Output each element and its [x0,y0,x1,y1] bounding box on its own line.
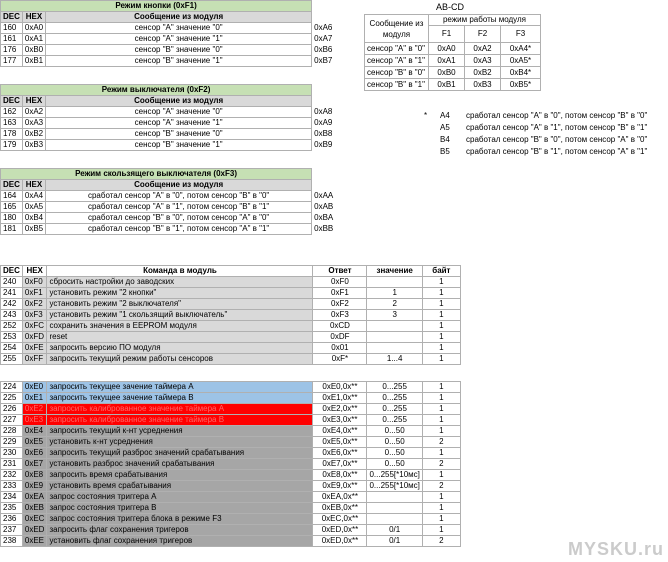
byte-cell: 1 [422,288,460,299]
byte-cell: 1 [422,448,460,459]
hex-cell: 0xFC [22,321,47,332]
code-cell: 0xBB [314,224,334,233]
hex-cell: 0xFE [22,343,47,354]
abcd-col-f1: F1 [429,26,465,43]
footnote-code: A5 [440,123,450,132]
button-mode-title: Режим кнопки (0xF1) [1,1,312,12]
response-cell: 0xF1 [313,288,367,299]
slide-mode-table [0,168,348,235]
command-cell: запросить время срабатывания [47,470,313,481]
command-cell: установить к-нт усреднения [47,437,313,448]
byte-cell: 1 [422,426,460,437]
command-row [1,382,461,393]
dec-cell: 235 [1,503,23,514]
message-cell: сенсор "A" значение "0" [46,23,312,34]
dec-cell: 162 [1,107,23,118]
dec-cell: 163 [1,118,23,129]
abcd-table [364,14,541,91]
hex-cell: 0xEB [22,503,47,514]
byte-cell: 1 [422,299,460,310]
command-row [1,343,461,354]
code-cell: 0xB9 [314,140,333,149]
dec-cell: 228 [1,426,23,437]
value-cell: 1...4 [367,354,422,365]
table-row [365,67,541,79]
value-cell [367,492,422,503]
command-cell: запросить версию ПО модуля [47,343,313,354]
command-cell: сохранить значения в EEPROM модуля [47,321,313,332]
abcd-col-msg: Сообщение из модуля [365,15,429,43]
slide-mode-title: Режим скользящего выключателя (0xF3) [1,169,312,180]
value-cell: 0...255[*10мс] [367,470,422,481]
response-cell: 0xF* [313,354,367,365]
abcd-message-cell: сенсор "B" в "0" [365,67,429,79]
response-cell: 0xE6,0x** [313,448,367,459]
hex-cell: 0xA1 [22,34,45,45]
response-cell: 0xEA,0x** [313,492,367,503]
command-row [1,310,461,321]
table-row [1,34,348,45]
value-cell [367,343,422,354]
dec-cell: 230 [1,448,23,459]
abcd-col-f3: F3 [501,26,541,43]
dec-cell: 255 [1,354,23,365]
command-row [1,481,461,492]
response-cell: 0x01 [313,343,367,354]
message-cell: сработал сенсор "B" в "1", потом сенсор "A" в "1" [46,224,312,235]
dec-cell: 234 [1,492,23,503]
footnote-row [440,122,647,134]
byte-cell: 1 [422,393,460,404]
abcd-col-modes: режим работы модуля [429,15,541,26]
hex-cell: 0xE2 [22,404,47,415]
commands-table [0,265,461,547]
footnote-row [440,110,647,122]
response-cell: 0xF0 [313,277,367,288]
hex-cell: 0xEE [22,536,47,547]
hex-cell: 0xB5 [22,224,45,235]
code-cell: 0xB6 [314,45,333,54]
abcd-f3-cell: 0xA5* [501,55,541,67]
switch-mode-title: Режим выключателя (0xF2) [1,85,312,96]
watermark: MYSKU.ru [567,539,664,559]
response-cell: 0xED,0x** [313,525,367,536]
hex-cell: 0xE1 [22,393,47,404]
table-row [1,213,348,224]
dec-cell: 240 [1,277,23,288]
abcd-f2-cell: 0xA3 [465,55,501,67]
byte-cell: 1 [422,382,460,393]
dec-cell: 161 [1,34,23,45]
response-cell: 0xE9,0x** [313,481,367,492]
dec-cell: 180 [1,213,23,224]
dec-cell: 227 [1,415,23,426]
dec-cell: 181 [1,224,23,235]
message-cell: сенсор "A" значение "0" [46,107,312,118]
footnote-row [440,146,647,158]
dec-cell: 177 [1,56,23,67]
footnote-text: сработал сенсор "A" в "0", потом сенсор "B" в "0" [466,111,648,120]
col-msg: Сообщение из модуля [46,180,312,191]
value-cell: 0...50 [367,437,422,448]
response-cell: 0xE3,0x** [313,415,367,426]
response-cell: 0xF2 [313,299,367,310]
command-row [1,288,461,299]
value-cell: 1 [367,288,422,299]
response-cell: 0xE7,0x** [313,459,367,470]
hex-cell: 0xEA [22,492,47,503]
command-cell: запрос состояния триггера B [47,503,313,514]
abcd-col-f2: F2 [465,26,501,43]
hex-cell: 0xE6 [22,448,47,459]
button-mode-table [0,0,348,67]
abcd-f3-cell: 0xA4* [501,43,541,55]
command-cell: сбросить настройки до заводских [47,277,313,288]
footnote-code: B5 [440,147,450,156]
dec-cell: 225 [1,393,23,404]
dec-cell: 253 [1,332,23,343]
dec-cell: 242 [1,299,23,310]
message-cell: сработал сенсор "A" в "0", потом сенсор "B" в "0" [46,191,312,202]
dec-cell: 226 [1,404,23,415]
response-cell: 0xE2,0x** [313,404,367,415]
code-cell: 0xA6 [314,23,333,32]
command-row [1,536,461,547]
value-cell: 0...50 [367,426,422,437]
byte-cell: 1 [422,470,460,481]
hex-cell: 0xE8 [22,470,47,481]
code-cell: 0xB7 [314,56,333,65]
command-cell: установить флаг сохранения тригеров [47,536,313,547]
message-cell: сенсор "B" значение "0" [46,129,312,140]
response-cell: 0xE5,0x** [313,437,367,448]
byte-cell: 1 [422,415,460,426]
dec-cell: 179 [1,140,23,151]
value-cell: 0/1 [367,525,422,536]
dec-cell: 224 [1,382,23,393]
dec-cell: 241 [1,288,23,299]
hex-cell: 0xB4 [22,213,45,224]
hex-cell: 0xE3 [22,415,47,426]
response-cell: 0xE1,0x** [313,393,367,404]
code-cell: 0xA7 [314,34,333,43]
command-row [1,459,461,470]
hex-cell: 0xF0 [22,277,47,288]
dec-cell: 165 [1,202,23,213]
dec-cell: 178 [1,129,23,140]
hex-cell: 0xA0 [22,23,45,34]
byte-cell: 1 [422,514,460,525]
table-row [1,202,348,213]
abcd-message-cell: сенсор "B" в "1" [365,79,429,91]
byte-cell: 1 [422,503,460,514]
value-cell [367,503,422,514]
command-cell: запросить флаг сохранения тригеров [47,525,313,536]
command-row [1,277,461,288]
value-cell: 0...255[*10мс] [367,481,422,492]
byte-cell: 1 [422,404,460,415]
abcd-f1-cell: 0xB1 [429,79,465,91]
command-cell: запрос состояния триггера блока в режиме F3 [47,514,313,525]
byte-cell: 1 [422,332,460,343]
command-cell: запросить текущий режим работы сенсоров [47,354,313,365]
byte-cell: 2 [422,459,460,470]
hex-cell: 0xA4 [22,191,45,202]
dec-cell: 232 [1,470,23,481]
response-cell: 0xE8,0x** [313,470,367,481]
command-cell: reset [47,332,313,343]
value-cell: 0...255 [367,393,422,404]
dec-cell: 252 [1,321,23,332]
switch-mode-table [0,84,348,151]
code-cell: 0xBA [314,213,334,222]
table-row [365,79,541,91]
byte-cell: 1 [422,277,460,288]
command-row [1,415,461,426]
hex-cell: 0xFF [22,354,47,365]
command-cell: запросить текущий к-нт усреднения [47,426,313,437]
command-cell: запрос состояния триггера A [47,492,313,503]
command-cell: запросить текущее зачение таймера A [47,382,313,393]
cmd-col-cmd: Команда в модуль [47,266,313,277]
table-row [1,224,348,235]
code-cell: 0xA9 [314,118,333,127]
command-cell: установить режим "2 выключателя" [47,299,313,310]
abcd-f3-cell: 0xB5* [501,79,541,91]
col-hex: HEX [22,96,45,107]
response-cell: 0xE4,0x** [313,426,367,437]
table-row [1,140,348,151]
command-cell: установить время срабатывания [47,481,313,492]
command-cell: установить режим "2 кнопки" [47,288,313,299]
abcd-message-cell: сенсор "A" в "1" [365,55,429,67]
hex-cell: 0xED [22,525,47,536]
footnote-text: сработал сенсор "A" в "1", потом сенсор "B" в "1" [466,123,648,132]
dec-cell: 233 [1,481,23,492]
command-row [1,514,461,525]
col-hex: HEX [22,180,45,191]
col-msg: Сообщение из модуля [46,96,312,107]
table-row [1,118,348,129]
value-cell [367,332,422,343]
hex-cell: 0xF1 [22,288,47,299]
message-cell: сенсор "B" значение "1" [46,56,312,67]
value-cell [367,277,422,288]
cmd-col-resp: Ответ [313,266,367,277]
code-cell: 0xAB [314,202,334,211]
response-cell: 0xE0,0x** [313,382,367,393]
value-cell: 0...50 [367,448,422,459]
hex-cell: 0xB2 [22,129,45,140]
footnote-star: * [424,111,428,120]
command-row [1,470,461,481]
hex-cell: 0xE4 [22,426,47,437]
byte-cell: 2 [422,437,460,448]
command-row [1,448,461,459]
value-cell: 0...50 [367,459,422,470]
abcd-f1-cell: 0xA0 [429,43,465,55]
byte-cell: 1 [422,310,460,321]
response-cell: 0xEB,0x** [313,503,367,514]
hex-cell: 0xFD [22,332,47,343]
value-cell [367,514,422,525]
table-row [365,43,541,55]
table-row [1,191,348,202]
hex-cell: 0xE7 [22,459,47,470]
byte-cell: 2 [422,481,460,492]
dec-cell: 160 [1,23,23,34]
command-row [1,299,461,310]
command-cell: запросить текущее зачение таймера B [47,393,313,404]
footnote-row [440,134,647,146]
message-cell: сенсор "A" значение "1" [46,34,312,45]
command-row [1,354,461,365]
code-cell: 0xA8 [314,107,333,116]
dec-cell: 238 [1,536,23,547]
command-cell: запросить текущий разброс значений срабатывания [47,448,313,459]
value-cell: 0...255 [367,415,422,426]
hex-cell: 0xA2 [22,107,45,118]
dec-cell: 236 [1,514,23,525]
command-row [1,321,461,332]
hex-cell: 0xB1 [22,56,45,67]
cmd-col-val: значение [367,266,422,277]
code-cell: 0xAA [314,191,334,200]
response-cell: 0xCD [313,321,367,332]
footnote-text: сработал сенсор "B" в "0", потом сенсор "A" в "0" [466,135,648,144]
cmd-col-hex: HEX [22,266,47,277]
response-cell: 0xF3 [313,310,367,321]
value-cell: 3 [367,310,422,321]
command-cell: запросить калиброванное значение таймера A [47,404,313,415]
command-row [1,503,461,514]
byte-cell: 1 [422,321,460,332]
col-dec: DEC [1,12,23,23]
dec-cell: 243 [1,310,23,321]
hex-cell: 0xB3 [22,140,45,151]
hex-cell: 0xA3 [22,118,45,129]
command-cell: установить разброс значений срабатывания [47,459,313,470]
dec-cell: 231 [1,459,23,470]
abcd-f3-cell: 0xB4* [501,67,541,79]
footnote-code: A4 [440,111,450,120]
table-row [1,56,348,67]
abcd-f2-cell: 0xB2 [465,67,501,79]
byte-cell: 1 [422,492,460,503]
message-cell: сенсор "B" значение "1" [46,140,312,151]
table-row [1,45,348,56]
hex-cell: 0xF2 [22,299,47,310]
footnote-text: сработал сенсор "B" в "1", потом сенсор "A" в "1" [466,147,648,156]
byte-cell: 2 [422,536,460,547]
cmd-col-dec: DEC [1,266,23,277]
abcd-f1-cell: 0xB0 [429,67,465,79]
value-cell: 0...255 [367,404,422,415]
hex-cell: 0xB0 [22,45,45,56]
value-cell [367,321,422,332]
abcd-f2-cell: 0xB3 [465,79,501,91]
dec-cell: 164 [1,191,23,202]
command-row [1,426,461,437]
col-hex: HEX [22,12,45,23]
col-msg: Сообщение из модуля [46,12,312,23]
response-cell: 0xDF [313,332,367,343]
dec-cell: 237 [1,525,23,536]
code-cell: 0xB8 [314,129,333,138]
command-row [1,492,461,503]
command-row [1,393,461,404]
command-row [1,404,461,415]
value-cell: 0/1 [367,536,422,547]
abcd-f1-cell: 0xA1 [429,55,465,67]
value-cell: 2 [367,299,422,310]
message-cell: сработал сенсор "A" в "1", потом сенсор "B" в "1" [46,202,312,213]
command-cell: установить режим "1 скользящий выключатель" [47,310,313,321]
hex-cell: 0xF3 [22,310,47,321]
command-row [1,437,461,448]
command-row [1,332,461,343]
dec-cell: 176 [1,45,23,56]
col-dec: DEC [1,180,23,191]
command-cell: запросить калиброванное значение таймера B [47,415,313,426]
response-cell: 0xEC,0x** [313,514,367,525]
footnote-code: B4 [440,135,450,144]
byte-cell: 1 [422,354,460,365]
byte-cell: 1 [422,343,460,354]
hex-cell: 0xA5 [22,202,45,213]
hex-cell: 0xE9 [22,481,47,492]
hex-cell: 0xEC [22,514,47,525]
message-cell: сенсор "B" значение "0" [46,45,312,56]
col-dec: DEC [1,96,23,107]
dec-cell: 254 [1,343,23,354]
cmd-col-byte: байт [422,266,460,277]
footnote-list [440,110,647,158]
abcd-title: AB-CD [436,2,465,12]
abcd-f2-cell: 0xA2 [465,43,501,55]
command-row [1,525,461,536]
hex-cell: 0xE5 [22,437,47,448]
table-row [1,23,348,34]
hex-cell: 0xE0 [22,382,47,393]
value-cell: 0...255 [367,382,422,393]
message-cell: сенсор "A" значение "1" [46,118,312,129]
byte-cell: 1 [422,525,460,536]
message-cell: сработал сенсор "B" в "0", потом сенсор "A" в "0" [46,213,312,224]
table-row [1,129,348,140]
table-row [1,107,348,118]
dec-cell: 229 [1,437,23,448]
response-cell: 0xED,0x** [313,536,367,547]
abcd-message-cell: сенсор "A" в "0" [365,43,429,55]
table-row [365,55,541,67]
